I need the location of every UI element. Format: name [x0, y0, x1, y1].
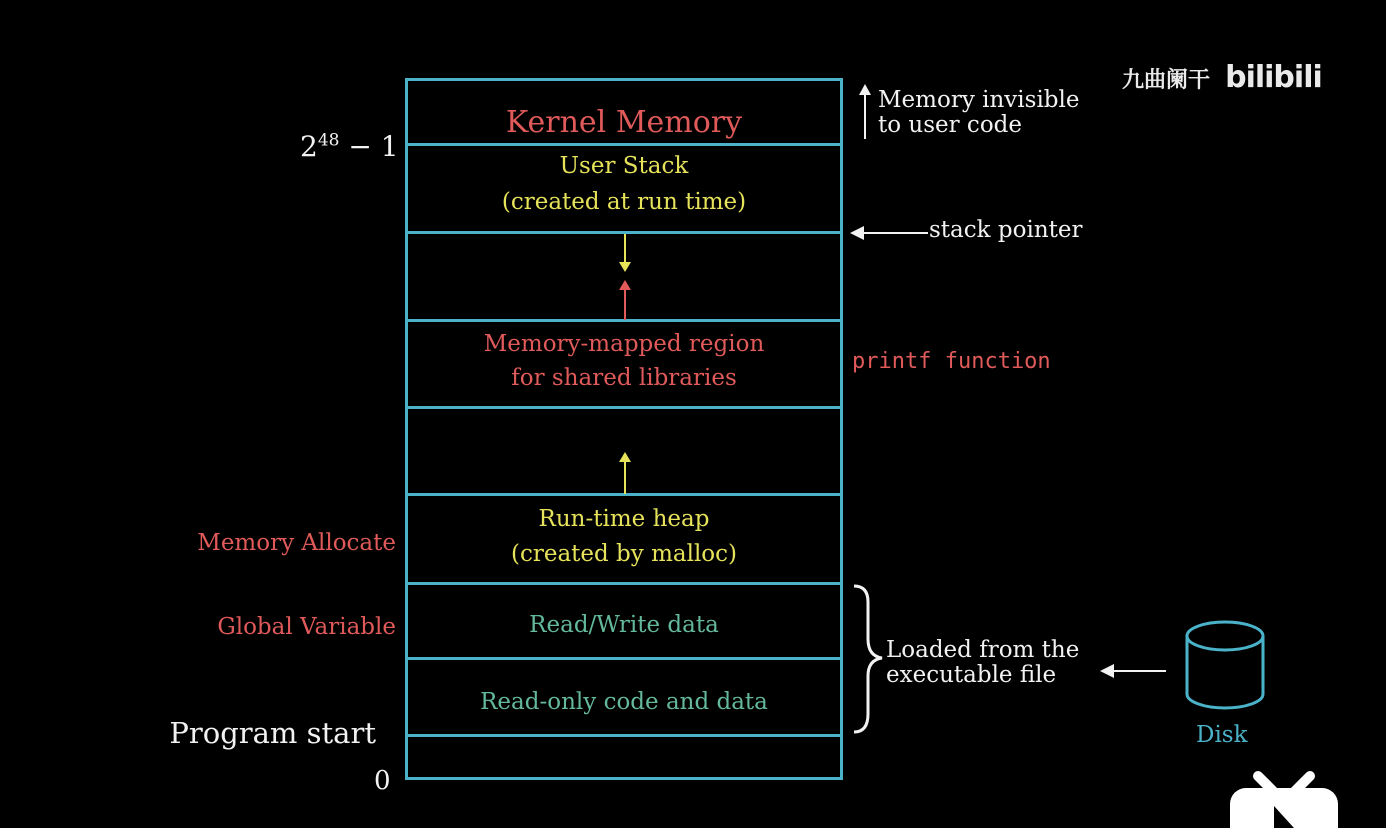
divider-rw — [405, 582, 843, 585]
disk-label: Disk — [1196, 722, 1248, 748]
invisible-line2: to user code — [878, 112, 1022, 139]
disk-arrow — [1100, 664, 1166, 678]
top-address-base: 2 — [300, 130, 318, 163]
stack-growth-arrow — [618, 234, 632, 274]
heap-growth-arrow — [618, 452, 632, 494]
heap-label — [405, 505, 843, 569]
bottom-address-label: 0 — [374, 766, 391, 796]
top-address-label — [300, 130, 399, 163]
divider-kernel — [405, 143, 843, 146]
watermark — [1122, 60, 1322, 95]
global-variable-label: Global Variable — [217, 614, 396, 640]
loaded-brace — [852, 584, 886, 734]
memory-allocate-label: Memory Allocate — [197, 530, 396, 556]
divider-start — [405, 734, 843, 737]
mmap-region-label — [405, 330, 843, 393]
printf-function-label: printf function — [852, 349, 1051, 374]
mmap-line1: Memory-mapped region — [483, 331, 765, 357]
disk-icon — [1184, 620, 1268, 712]
top-address-exponent: 48 — [317, 130, 340, 151]
heap-line1: Run-time heap — [538, 506, 710, 532]
bilibili-logo: bilibili — [1225, 60, 1322, 95]
stack-pointer-label: stack pointer — [929, 217, 1083, 243]
heap-line2: (created by malloc) — [510, 540, 738, 567]
divider-mmap-bottom — [405, 406, 843, 409]
ro-data-label: Read-only code and data — [480, 689, 768, 715]
user-stack-line2: (created at run time) — [501, 188, 747, 215]
mmap-growth-arrow — [618, 280, 632, 320]
mmap-line2: for shared libraries — [511, 364, 737, 391]
kernel-memory-label: Kernel Memory — [505, 105, 743, 140]
stack-pointer-arrow — [850, 226, 928, 240]
program-start-label: Program start — [169, 716, 376, 750]
memory-invisible-note — [878, 88, 1080, 139]
play-overlay-icon[interactable] — [1228, 768, 1340, 828]
user-stack-line1: User Stack — [559, 153, 689, 179]
divider-ro — [405, 657, 843, 660]
top-address-suffix: − 1 — [348, 130, 399, 163]
invisible-up-arrow — [858, 84, 872, 140]
rw-data-label: Read/Write data — [529, 612, 719, 638]
loaded-line1: Loaded from the — [886, 637, 1080, 663]
loaded-line2: executable file — [886, 662, 1057, 689]
invisible-line1: Memory invisible — [878, 87, 1080, 113]
user-stack-label — [405, 152, 843, 217]
channel-name: 九曲阑干 — [1122, 68, 1211, 93]
loaded-from-executable-note — [886, 638, 1079, 689]
